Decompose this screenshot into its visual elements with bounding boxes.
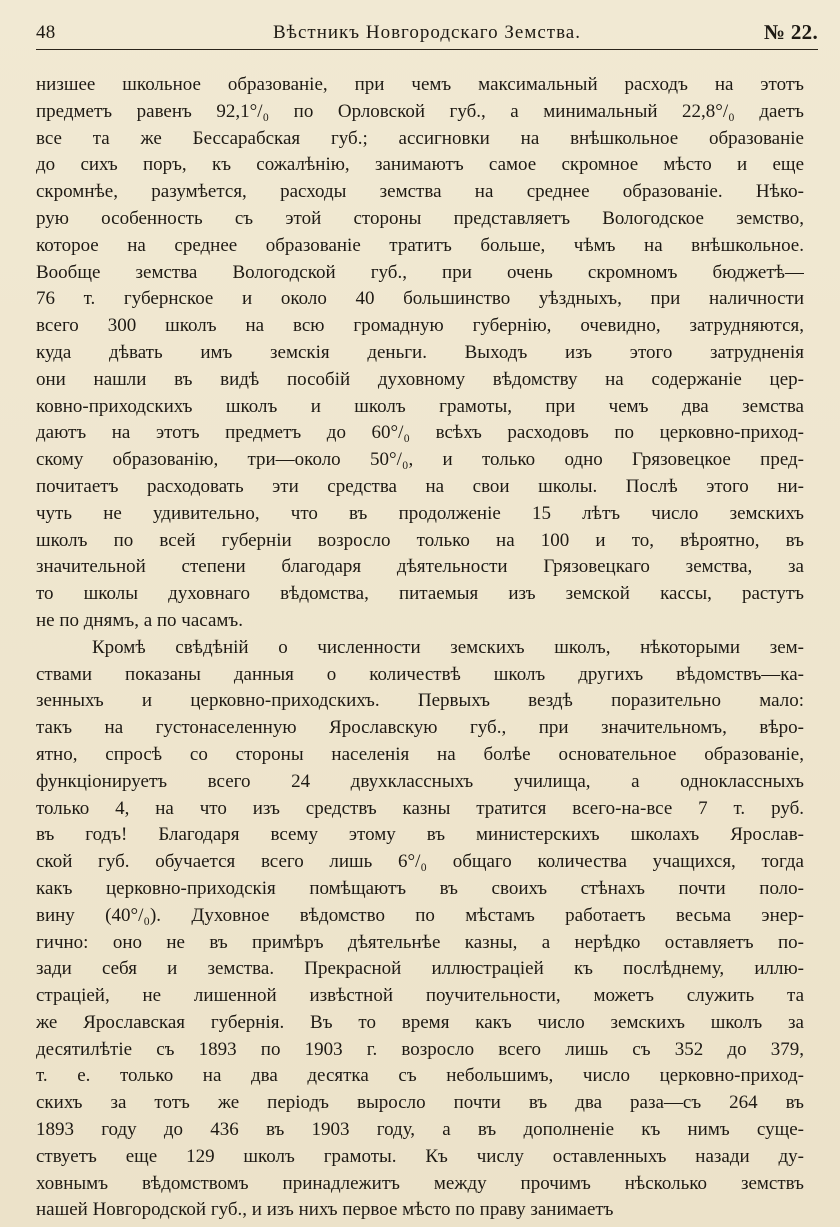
header-rule xyxy=(36,49,818,50)
text-line: 1893 году до 436 въ 1903 году, а въ дополненіе къ нимъ суще- xyxy=(36,1119,804,1141)
text-line: Кромѣ свѣдѣній о численности земскихъ школъ, нѣкоторыми зем- xyxy=(92,636,804,658)
text-line: всего 300 школъ на всю громадную губернію, очевидно, затрудняются, xyxy=(36,315,804,337)
text-line: они нашли въ видѣ пособій духовному вѣдомству на содержаніе цер- xyxy=(36,368,804,390)
text-line: ствами показаны данныя о количествѣ школъ другихъ вѣдомствъ—ка- xyxy=(36,663,804,685)
text-line: предметъ равенъ 92,1°/₀ по Орловской губ., а минимальный 22,8°/₀ даетъ xyxy=(36,100,804,122)
text-line: вину (40°/₀). Духовное вѣдомство по мѣстамъ работаетъ весьма энер- xyxy=(36,904,804,926)
text-line: ховнымъ вѣдомствомъ принадлежитъ между прочимъ нѣсколько земствъ xyxy=(36,1172,804,1194)
text-line: десятилѣтіе съ 1893 по 1903 г. возросло всего лишь съ 352 до 379, xyxy=(36,1038,804,1060)
text-line: школъ по всей губерніи возросло только на 100 и то, вѣроятно, въ xyxy=(36,529,804,551)
text-line: же Ярославская губернія. Въ то время какъ число земскихъ школъ за xyxy=(36,1011,804,1033)
body-text xyxy=(36,72,804,1224)
page-number: 48 xyxy=(36,22,56,43)
text-line: функціонируетъ всего 24 двухклассныхъ училища, а одноклассныхъ xyxy=(36,770,804,792)
text-line: почитаетъ расходовать эти средства на свои школы. Послѣ этого ни- xyxy=(36,475,804,497)
text-line: такъ на густонаселенную Ярославскую губ., при значительномъ, вѣро- xyxy=(36,717,804,739)
text-line: все та же Бессарабская губ.; ассигновки на внѣшкольное образованіе xyxy=(36,127,804,149)
text-line: то школы духовнаго вѣдомства, питаемыя изъ земской кассы, растутъ xyxy=(36,583,804,605)
journal-title: Вѣстникъ Новгородскаго Земства. xyxy=(273,22,581,43)
text-line: ской губ. обучается всего лишь 6°/₀ общаго количества учащихся, тогда xyxy=(36,851,804,873)
text-line: зади себя и земства. Прекрасной иллюстраціей къ послѣднему, иллю- xyxy=(36,958,804,980)
text-line: нашей Новгородской губ., и изъ нихъ первое мѣсто по праву занимаетъ xyxy=(36,1199,614,1221)
text-line: страціей, не лишенной извѣстной поучительности, можетъ служить та xyxy=(36,985,804,1007)
text-line: Вообще земства Вологодской губ., при очень скромномъ бюджетѣ— xyxy=(36,261,804,283)
text-line: зенныхъ и церковно-приходскихъ. Первыхъ вездѣ поразительно мало: xyxy=(36,690,804,712)
text-line: не по днямъ, а по часамъ. xyxy=(36,609,243,631)
text-line: какъ церковно-приходскія помѣщаютъ въ своихъ стѣнахъ почти поло- xyxy=(36,877,804,899)
issue-number: № 22. xyxy=(763,20,818,44)
text-line: въ годъ! Благодаря всему этому въ министерскихъ школахъ Ярослав- xyxy=(36,824,804,846)
text-line: только 4, на что изъ средствъ казны тратится всего-на-все 7 т. руб. xyxy=(36,797,804,819)
text-line: даютъ на этотъ предметъ до 60°/₀ всѣхъ расходовъ по церковно-приход- xyxy=(36,422,804,444)
text-line: ятно, спросѣ со стороны населенія на болѣе основательное образованіе, xyxy=(36,743,804,765)
text-line: скихъ за тотъ же періодъ выросло почти въ два раза—съ 264 въ xyxy=(36,1092,804,1114)
text-line: значительной степени благодаря дѣятельности Грязовецкаго земства, за xyxy=(36,556,804,578)
text-line: скромнѣе, разумѣется, расходы земства на среднее образованіе. Нѣко- xyxy=(36,181,804,203)
text-line: низшее школьное образованіе, при чемъ максимальный расходъ на этотъ xyxy=(36,74,804,95)
text-line: ковно-приходскихъ школъ и школъ грамоты, при чемъ два земства xyxy=(36,395,804,417)
text-line: куда дѣвать имъ земскія деньги. Выходъ изъ этого затрудненія xyxy=(36,341,804,363)
text-line: до сихъ поръ, къ сожалѣнію, занимаютъ самое скромное мѣсто и еще xyxy=(36,154,804,176)
text-line: которое на среднее образованіе тратитъ больше, чѣмъ на внѣшкольное. xyxy=(36,234,804,256)
text-line: ствуетъ еще 129 школъ грамоты. Къ числу оставленныхъ назади ду- xyxy=(36,1145,804,1167)
text-line: т. е. только на два десятка съ небольшимъ, число церковно-приход- xyxy=(36,1065,804,1087)
text-line: 76 т. губернское и около 40 большинство уѣздныхъ, при наличности xyxy=(36,288,804,310)
text-line: чуть не удивительно, что въ продолженіе 15 лѣтъ число земскихъ xyxy=(36,502,804,524)
text-line: скому образованію, три—около 50°/₀, и только одно Грязовецкое пред- xyxy=(36,449,804,471)
text-line: рую особенность съ этой стороны представляетъ Вологодское земство, xyxy=(36,207,804,229)
text-line: гично: оно не въ примѣръ дѣятельнѣе казны, а нерѣдко оставляетъ по- xyxy=(36,931,804,953)
running-header xyxy=(36,20,818,48)
